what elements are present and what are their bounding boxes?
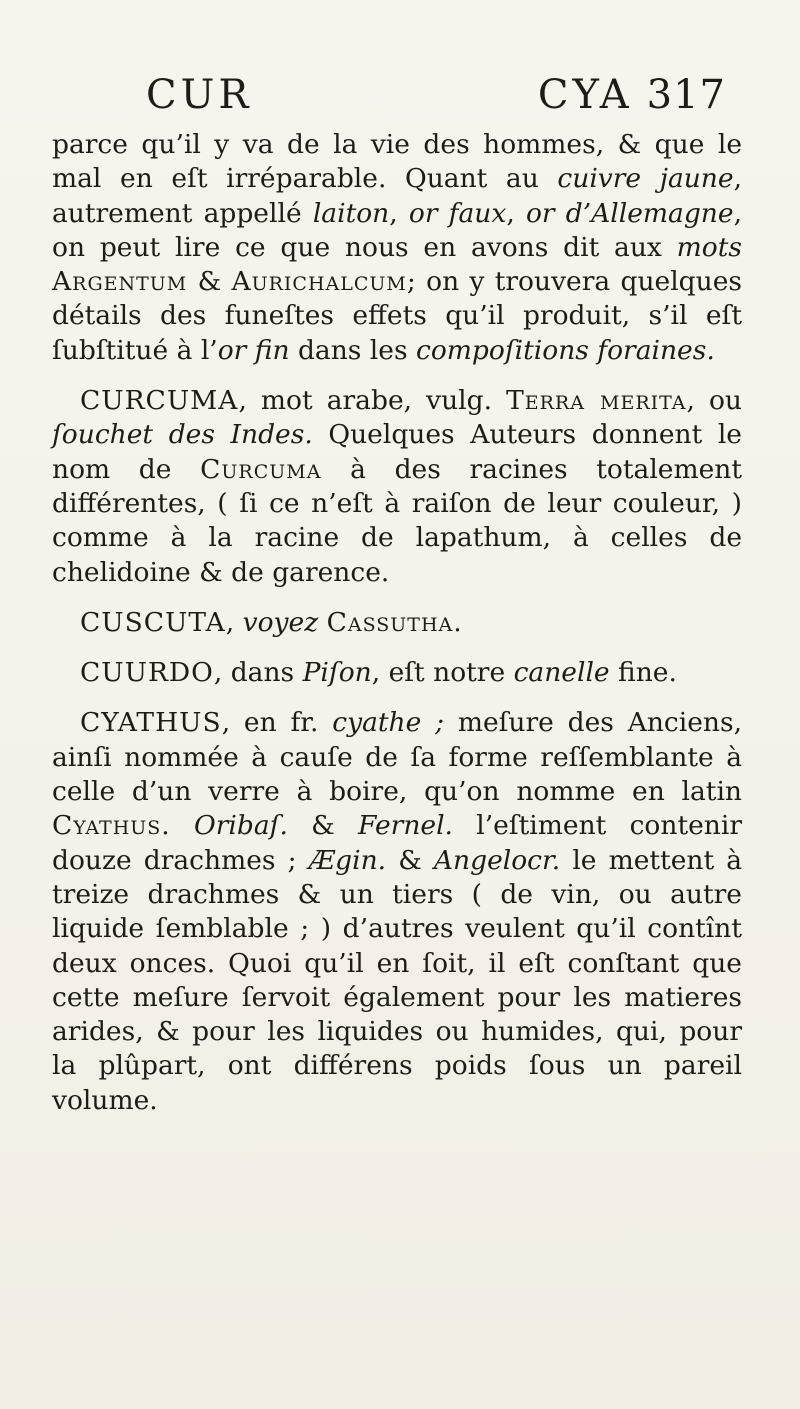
- text-run: &: [187, 266, 232, 298]
- text-run: cuivre jaune: [557, 163, 734, 195]
- text-run: CYATHUS: [80, 707, 222, 739]
- paragraph-cuivre: [52, 128, 742, 368]
- running-head-left: CUR: [146, 72, 253, 118]
- text-run: &: [386, 844, 434, 876]
- text-run: , ou: [686, 385, 742, 417]
- text-run: laiton: [312, 197, 390, 229]
- text-run: Oribaſ.: [194, 810, 288, 842]
- text-run: , en fr.: [221, 707, 333, 739]
- running-head: [146, 72, 726, 122]
- text-run: ,: [506, 197, 526, 229]
- text-run: CUSCUTA: [80, 606, 226, 638]
- entry-cuurdo: [52, 656, 742, 690]
- text-run: dans les: [289, 334, 416, 366]
- text-run: [318, 607, 326, 638]
- running-head-right-label: CYA: [537, 72, 633, 118]
- page-number: 317: [646, 72, 726, 118]
- text-run: , eſt notre: [371, 657, 514, 689]
- text-run: Terra merita: [506, 385, 687, 417]
- text-run: , on peut lire ce que nous en avons dit aux: [52, 197, 742, 263]
- text-run: à des racines totalement différentes, ( ſi ce n’eſt à raiſon de leur couleur, ) comme à la racine de lapathum, à celles de chelidoine & de garence.: [52, 453, 742, 588]
- text-run: compoſitions foraines.: [415, 334, 715, 366]
- entry-cuscuta: [52, 606, 742, 640]
- text-run: ,: [389, 197, 409, 229]
- text-run: [171, 810, 194, 841]
- text-run: or fin: [217, 334, 290, 366]
- text-run: cyathe ;: [332, 707, 445, 739]
- text-run: le mettent à treize drachmes & un tiers ( de vin, ou autre liquide ſemblable ; ) d’autres veulent qu’il contînt deux onces. Quoi qu’il en ſoit, il eſt conſtant que cette meſure ſervoit également pour les matieres arides, & pour les liquides ou humides, qui, pour la plûpart, ont différens poids ſous un pareil volume.: [52, 844, 742, 1116]
- text-run: , autrement appellé: [52, 163, 742, 229]
- text-run: Angelocr.: [433, 844, 561, 876]
- text-run: voyez: [242, 606, 319, 638]
- text-run: &: [287, 810, 359, 842]
- text-run: ,: [225, 606, 243, 638]
- text-run: CURCUMA: [80, 385, 239, 417]
- entry-cyathus: [52, 706, 742, 1118]
- running-head-right: [538, 72, 726, 118]
- text-run: CUURDO: [80, 657, 214, 689]
- text-run: Cassutha.: [326, 606, 463, 638]
- text-run: mots: [676, 231, 742, 263]
- text-run: Curcuma: [200, 453, 322, 485]
- text-run: meſure des Anciens, ainſi nommée à cauſe de ſa forme reſſemblante à celle d’un verre à boire, qu’on nomme en latin: [52, 707, 742, 808]
- text-run: fine.: [609, 657, 677, 689]
- text-run: parce qu’il y va de la vie des hommes, & que le mal en eſt irréparable. Quant au: [52, 129, 742, 195]
- text-run: , dans: [213, 657, 303, 689]
- page-body: [52, 128, 742, 1118]
- text-run: Argentum: [52, 266, 188, 298]
- text-run: Aurichalcum: [231, 266, 407, 298]
- text-run: Piſon: [302, 657, 372, 689]
- text-run: Ægin.: [308, 844, 387, 876]
- entry-curcuma: [52, 384, 742, 590]
- text-run: Quelques Auteurs donnent le nom de: [52, 419, 742, 485]
- text-run: or d’Allemagne: [525, 197, 734, 229]
- text-run: l’eſtiment contenir douze drachmes ;: [52, 810, 742, 876]
- text-run: or faux: [408, 197, 507, 229]
- text-run: Cyathus.: [52, 810, 171, 842]
- text-run: ſouchet des Indes.: [52, 419, 313, 451]
- text-run: ; on y trouvera quelques détails des funeſtes effets qu’il produit, s’il eſt ſubſtitué à l’: [52, 266, 742, 366]
- text-run: , mot arabe, vulg.: [238, 385, 507, 417]
- text-run: canelle: [513, 657, 610, 689]
- text-run: Fernel.: [358, 810, 453, 842]
